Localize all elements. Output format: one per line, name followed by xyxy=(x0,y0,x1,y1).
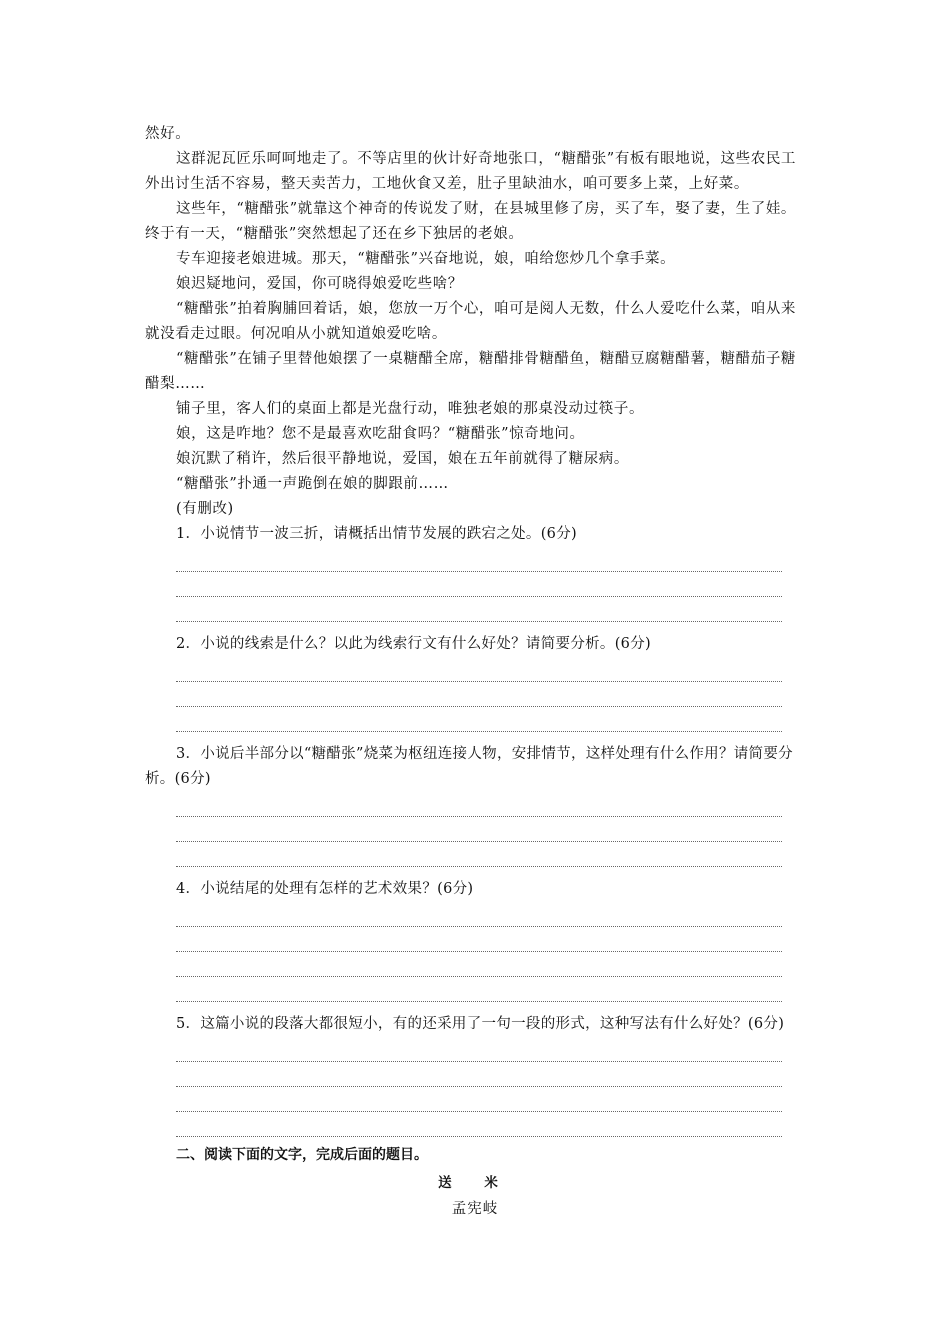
story-paragraph: “糖醋张”扑通一声跪倒在娘的脚跟前…… xyxy=(176,476,449,492)
answer-area[interactable] xyxy=(176,657,782,732)
story-author: 孟宪岐 xyxy=(451,1201,499,1217)
answer-line[interactable] xyxy=(176,547,782,572)
story-paragraph: 娘，这是咋地？您不是最喜欢吃甜食吗？“糖醋张”惊奇地问。 xyxy=(176,426,585,442)
answer-line[interactable] xyxy=(176,902,782,927)
answer-line[interactable] xyxy=(176,927,782,952)
answer-line[interactable] xyxy=(176,682,782,707)
story-title: 送 米 xyxy=(438,1175,512,1191)
story-paragraph: 这群泥瓦匠乐呵呵地走了。不等店里的伙计好奇地张口，“糖醋张”有板有眼地说，这些农民工外出讨生活不容易，整天卖苦力，工地伙食又差，肚子里缺油水，咱可要多上菜，上好菜。 xyxy=(145,151,797,192)
source-note: (有删改) xyxy=(176,501,234,517)
answer-line[interactable] xyxy=(176,842,782,867)
answer-line[interactable] xyxy=(176,977,782,1002)
question-text: 5．这篇小说的段落大都很短小，有的还采用了一句一段的形式，这种写法有什么好处？(6分) xyxy=(176,1016,785,1032)
question-text: 2．小说的线索是什么？以此为线索行文有什么好处？请简要分析。(6分) xyxy=(176,636,651,652)
question-5 xyxy=(145,1012,805,1137)
answer-area[interactable] xyxy=(176,902,782,1002)
answer-line[interactable] xyxy=(176,1112,782,1137)
answer-line[interactable] xyxy=(176,1087,782,1112)
question-text: 4．小说结尾的处理有怎样的艺术效果？(6分) xyxy=(176,881,474,897)
answer-line[interactable] xyxy=(176,707,782,732)
answer-line[interactable] xyxy=(176,597,782,622)
answer-line[interactable] xyxy=(176,1037,782,1062)
story-paragraph: 这些年，“糖醋张”就靠这个神奇的传说发了财，在县城里修了房，买了车，娶了妻，生了娃。终于有一天，“糖醋张”突然想起了还在乡下独居的老娘。 xyxy=(145,201,797,242)
story-paragraph: “糖醋张”拍着胸脯回着话，娘，您放一万个心，咱可是阅人无数，什么人爱吃什么菜，咱从来就没看走过眼。何况咱从小就知道娘爱吃啥。 xyxy=(145,301,797,342)
question-text: 1．小说情节一波三折，请概括出情节发展的跌宕之处。(6分) xyxy=(176,526,577,542)
question-3 xyxy=(145,742,805,877)
story-paragraph: 娘沉默了稍许，然后很平静地说，爱国，娘在五年前就得了糖尿病。 xyxy=(176,451,629,467)
story-paragraph: 专车迎接老娘进城。那天，“糖醋张”兴奋地说，娘，咱给您炒几个拿手菜。 xyxy=(176,251,676,267)
answer-line[interactable] xyxy=(176,1062,782,1087)
question-text: 3．小说后半部分以“糖醋张”烧菜为枢纽连接人物，安排情节，这样处理有什么作用？请简要分析。(6分) xyxy=(145,746,793,787)
answer-area[interactable] xyxy=(176,1037,782,1137)
answer-line[interactable] xyxy=(176,817,782,842)
answer-line[interactable] xyxy=(176,572,782,597)
question-2 xyxy=(145,632,805,742)
question-4 xyxy=(145,877,805,1012)
answer-area[interactable] xyxy=(176,792,782,867)
answer-line[interactable] xyxy=(176,952,782,977)
section-heading: 二、阅读下面的文字，完成后面的题目。 xyxy=(176,1147,428,1163)
story-text xyxy=(145,122,805,522)
answer-line[interactable] xyxy=(176,657,782,682)
document-page xyxy=(145,122,805,1222)
answer-line[interactable] xyxy=(176,792,782,817)
question-1 xyxy=(145,522,805,632)
story-paragraph: 然好。 xyxy=(145,126,191,142)
story-paragraph: 娘迟疑地问，爱国，你可晓得娘爱吃些啥？ xyxy=(176,276,463,292)
answer-area[interactable] xyxy=(176,547,782,622)
story-paragraph: “糖醋张”在铺子里替他娘摆了一桌糖醋全席，糖醋排骨糖醋鱼，糖醋豆腐糖醋薯，糖醋茄子糖醋梨…… xyxy=(145,351,797,392)
story-paragraph: 铺子里，客人们的桌面上都是光盘行动，唯独老娘的那桌没动过筷子。 xyxy=(176,401,645,417)
